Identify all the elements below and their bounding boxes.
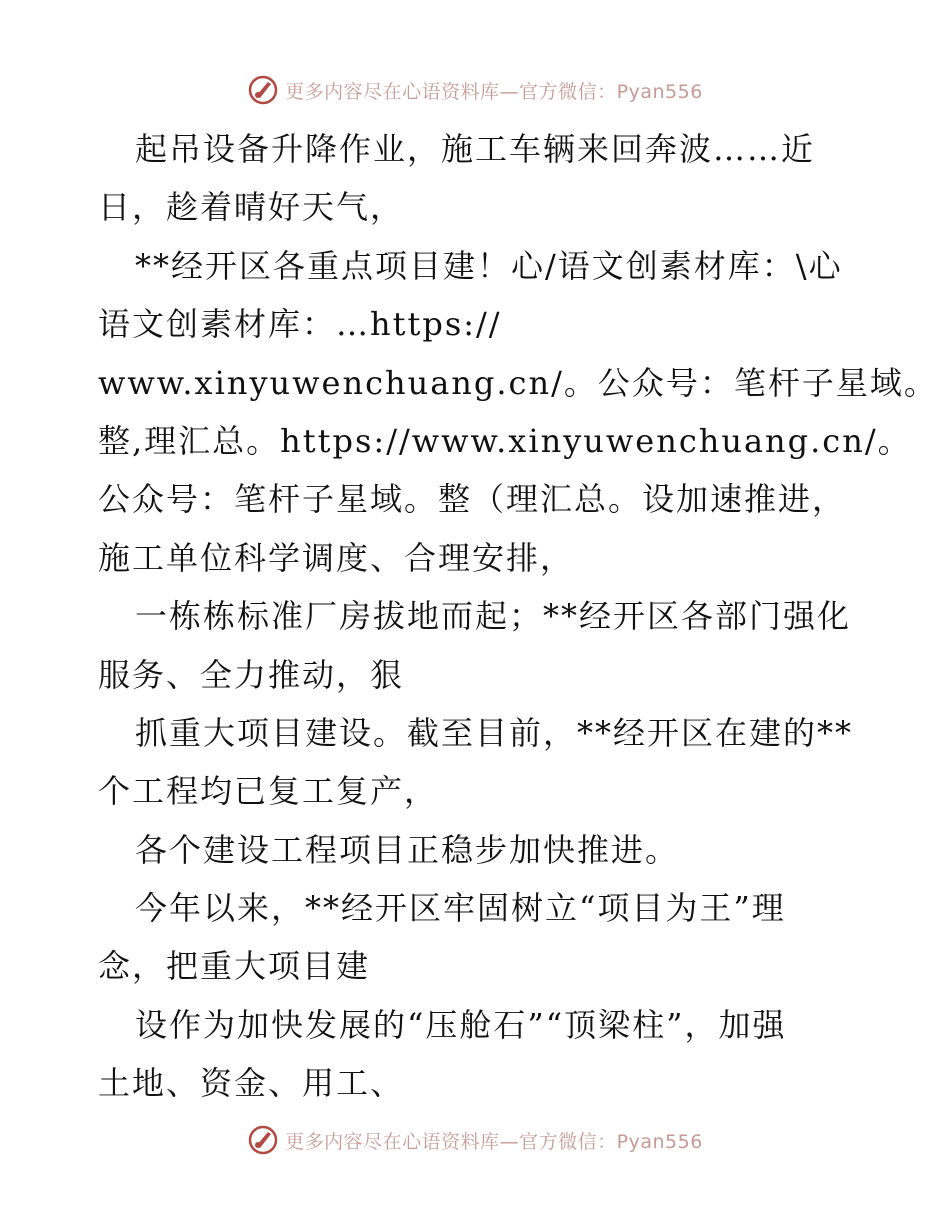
footer-watermark-text: 更多内容尽在心语资料库—官方微信：Pyan556: [285, 1130, 703, 1153]
text-line: 各个建设工程项目正稳步加快推进。: [135, 830, 680, 869]
brush-seal-icon: [247, 74, 279, 106]
body-text: [98, 120, 938, 1113]
text-line: 服务、全力推动，狠: [98, 655, 405, 694]
text-line: 整,理汇总。https://www.xinyuwenchuang.cn/。: [98, 421, 912, 460]
text-line: 今年以来，**经开区牢固树立“项目为王”理: [135, 889, 786, 928]
brush-seal-icon: [247, 1124, 279, 1156]
text-line: 一栋栋标准厂房拔地而起；**经开区各部门强化: [135, 597, 852, 636]
text-line: 抓重大项目建设。截至目前，**经开区在建的**: [135, 713, 854, 752]
text-line: 念，把重大项目建: [98, 947, 371, 986]
text-line: 设作为加快发展的“压舱石”“顶梁柱”，加强: [135, 1005, 787, 1044]
text-line: **经开区各重点项目建！心/语文创素材库：\心: [135, 246, 843, 285]
text-line: 日，趁着晴好天气，: [98, 188, 405, 227]
header-watermark-text: 更多内容尽在心语资料库—官方微信：Pyan556: [285, 80, 703, 103]
text-line: 土地、资金、用工、: [98, 1064, 405, 1103]
text-line: www.xinyuwenchuang.cn/。公众号：笔杆子星域。: [98, 363, 938, 402]
text-line: 语文创素材库：…https://: [98, 305, 502, 344]
footer-watermark: [0, 1118, 950, 1162]
text-line: 公众号：笔杆子星域。整（理汇总。设加速推进，: [98, 480, 847, 519]
text-line: 起吊设备升降作业，施工车辆来回奔波……近: [135, 130, 816, 168]
text-line: 个工程均已复工复产，: [98, 772, 439, 811]
text-line: 施工单位科学调度、合理安排，: [98, 538, 575, 577]
header-watermark: [0, 68, 950, 112]
